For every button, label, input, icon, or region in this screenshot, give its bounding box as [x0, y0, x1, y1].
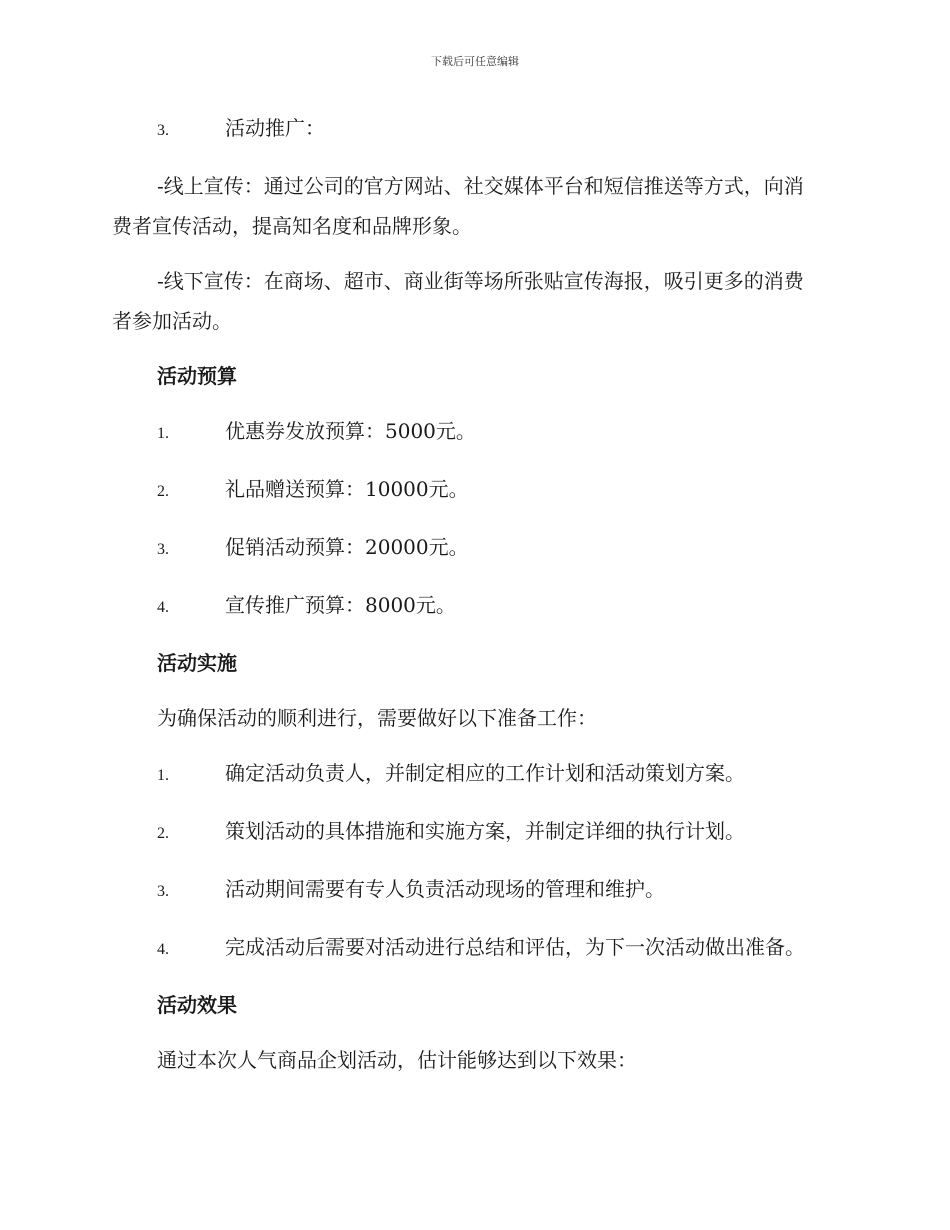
- page-header: 下载后可任意编辑: [431, 55, 519, 68]
- list-number: 4.: [157, 599, 169, 616]
- list-number: 2.: [157, 483, 169, 500]
- online-promo-paragraph: -线上宣传：通过公司的官方网站、社交媒体平台和短信推送等方式，向消费者宣传活动，提高知名度和品牌形象。: [112, 174, 804, 238]
- document-body: [112, 108, 822, 1095]
- list-number: 3.: [157, 883, 169, 900]
- list-text: 完成活动后需要对活动进行总结和评估，为下一次活动做出准备。: [225, 935, 805, 959]
- offline-promo-paragraph: -线下宣传：在商场、超市、商业街等场所张贴宣传海报，吸引更多的消费者参加活动。: [112, 269, 804, 333]
- list-number: 2.: [157, 825, 169, 842]
- implementation-item: [112, 753, 822, 796]
- list-number: 4.: [157, 941, 169, 958]
- list-text: 礼品赠送预算：10000元。: [225, 477, 469, 501]
- list-text: 活动推广：: [225, 116, 325, 140]
- budget-item: [112, 527, 822, 570]
- list-text: 宣传推广预算：8000元。: [225, 593, 456, 617]
- implementation-item: [112, 869, 822, 912]
- budget-item: [112, 469, 822, 512]
- promo-list-item: [112, 108, 822, 151]
- implementation-item: [112, 811, 822, 854]
- list-text: 策划活动的具体措施和实施方案，并制定详细的执行计划。: [225, 819, 745, 843]
- list-number: 3.: [157, 122, 169, 139]
- list-text: 促销活动预算：20000元。: [225, 535, 469, 559]
- budget-item: [112, 411, 822, 454]
- list-number: 3.: [157, 541, 169, 558]
- list-text: 优惠券发放预算：5000元。: [225, 419, 476, 443]
- list-number: 1.: [157, 767, 169, 784]
- implementation-heading: 活动实施: [157, 651, 237, 675]
- implementation-intro: 为确保活动的顺利进行，需要做好以下准备工作：: [157, 706, 597, 730]
- budget-heading: 活动预算: [157, 364, 237, 388]
- effect-heading: 活动效果: [157, 993, 237, 1017]
- list-text: 确定活动负责人，并制定相应的工作计划和活动策划方案。: [225, 761, 745, 785]
- effect-intro: 通过本次人气商品企划活动，估计能够达到以下效果：: [157, 1048, 637, 1072]
- list-number: 1.: [157, 425, 169, 442]
- budget-item: [112, 585, 822, 628]
- implementation-item: [112, 927, 822, 970]
- list-text: 活动期间需要有专人负责活动现场的管理和维护。: [225, 877, 665, 901]
